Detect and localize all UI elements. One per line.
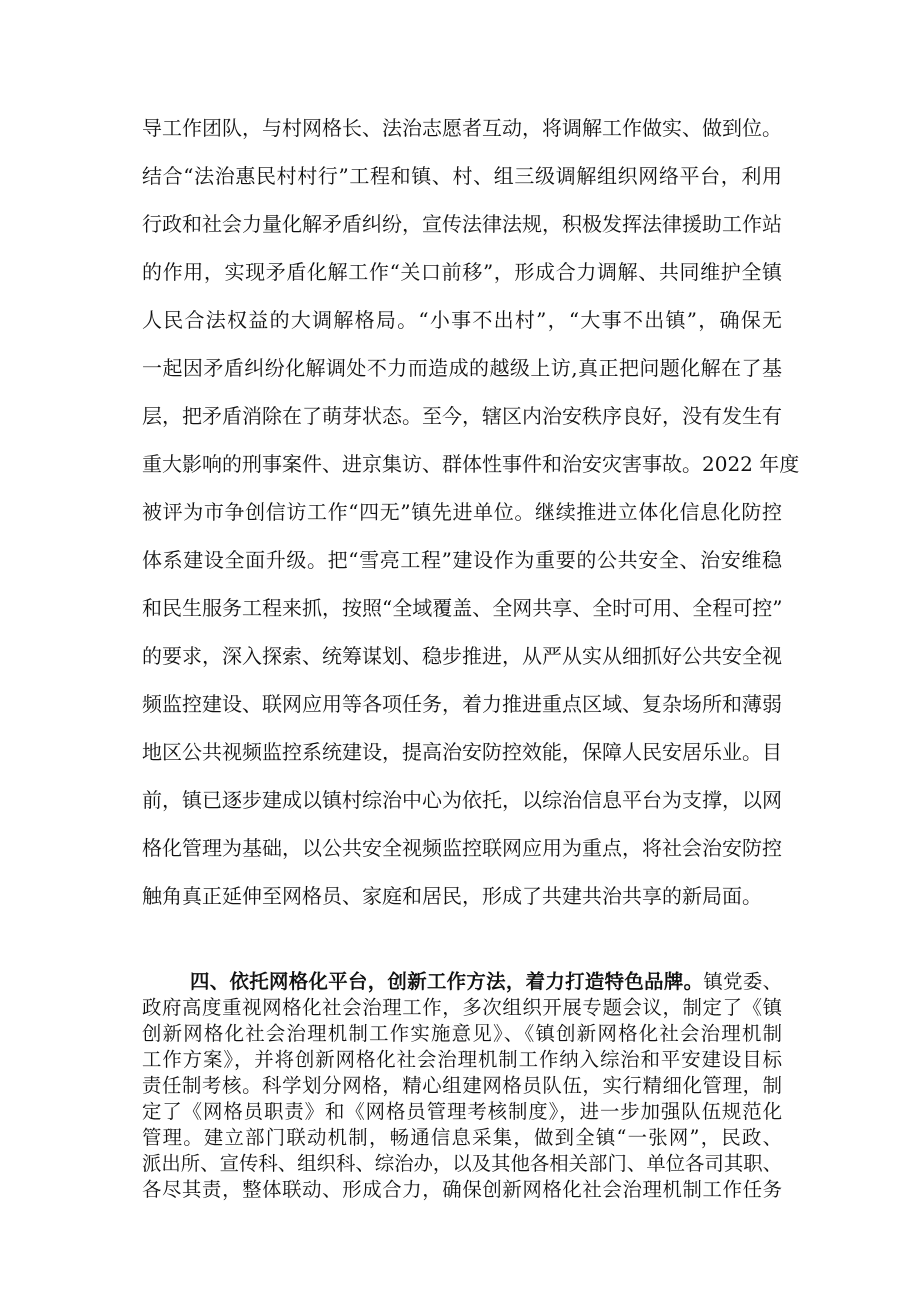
paragraph-line: 地区公共视频监控系统建设，提高治安防控效能，保障人民安居乐业。目 (142, 740, 782, 764)
paragraph-line: 层，把矛盾消除在了萌芽状态。至今，辖区内治安秩序良好，没有发生有 (142, 404, 782, 428)
paragraph-line: 触角真正延伸至网格员、家庭和居民，形成了共建共治共享的新局面。 (142, 884, 762, 908)
paragraph-line: 导工作团队，与村网格长、法治志愿者互动，将调解工作做实、做到位。 (142, 116, 782, 140)
paragraph-line: 结合“法治惠民村村行”工程和镇、村、组三级调解组织网络平台，利用 (142, 164, 782, 188)
paragraph-line: 前，镇已逐步建成以镇村综治中心为依托，以综治信息平台为支撑，以网 (142, 788, 782, 812)
paragraph-line: 派出所、宣传科、组织科、综治办，以及其他各相关部门、单位各司其职、 (142, 1152, 782, 1175)
paragraph-line: 的作用，实现矛盾化解工作“关口前移”，形成合力调解、共同维护全镇 (142, 260, 782, 284)
paragraph-line: 频监控建设、联网应用等各项任务，着力推进重点区域、复杂场所和薄弱 (142, 692, 782, 716)
paragraph-line: 工作方案》，并将创新网格化社会治理机制工作纳入综治和平安建设目标 (142, 1048, 782, 1071)
section-heading: 四、依托网格化平台，创新工作方法，着力打造特色品牌。 (190, 970, 704, 993)
paragraph-line: 人民合法权益的大调解格局。“小事不出村”，“大事不出镇”，确保无 (142, 308, 782, 332)
paragraph-line: 政府高度重视网格化社会治理工作，多次组织开展专题会议，制定了《镇 (142, 996, 782, 1019)
heading-tail-text: 镇党委、 (703, 970, 783, 993)
paragraph-line: 各尽其责，整体联动、形成合力，确保创新网格化社会治理机制工作任务 (142, 1178, 782, 1201)
paragraph-line: 创新网格化社会治理机制工作实施意见》、《镇创新网格化社会治理机制 (142, 1022, 782, 1045)
paragraph-line: 管理。建立部门联动机制，畅通信息采集，做到全镇“一张网”，民政、 (142, 1126, 782, 1149)
paragraph-line: 体系建设全面升级。把“雪亮工程”建设作为重要的公共安全、治安维稳 (142, 548, 782, 572)
paragraph-line: 定了《网格员职责》和《网格员管理考核制度》，进一步加强队伍规范化 (142, 1100, 782, 1123)
paragraph-line: 和民生服务工程来抓，按照“全域覆盖、全网共享、全时可用、全程可控” (142, 596, 783, 620)
paragraph-line: 重大影响的刑事案件、进京集访、群体性事件和治安灾害事故。2022 年度 (142, 452, 800, 476)
paragraph-line: 责任制考核。科学划分网格，精心组建网格员队伍，实行精细化管理，制 (142, 1074, 782, 1097)
paragraph-line: 一起因矛盾纠纷化解调处不力而造成的越级上访,真正把问题化解在了基 (142, 356, 782, 380)
paragraph-line: 的要求，深入探索、统筹谋划、稳步推进，从严从实从细抓好公共安全视 (142, 644, 782, 668)
section-heading-line (190, 969, 782, 995)
paragraph-line: 被评为市争创信访工作“四无”镇先进单位。继续推进立体化信息化防控 (142, 500, 782, 524)
paragraph-line: 格化管理为基础，以公共安全视频监控联网应用为重点，将社会治安防控 (142, 836, 782, 860)
paragraph-line: 行政和社会力量化解矛盾纠纷，宣传法律法规，积极发挥法律援助工作站 (142, 212, 782, 236)
